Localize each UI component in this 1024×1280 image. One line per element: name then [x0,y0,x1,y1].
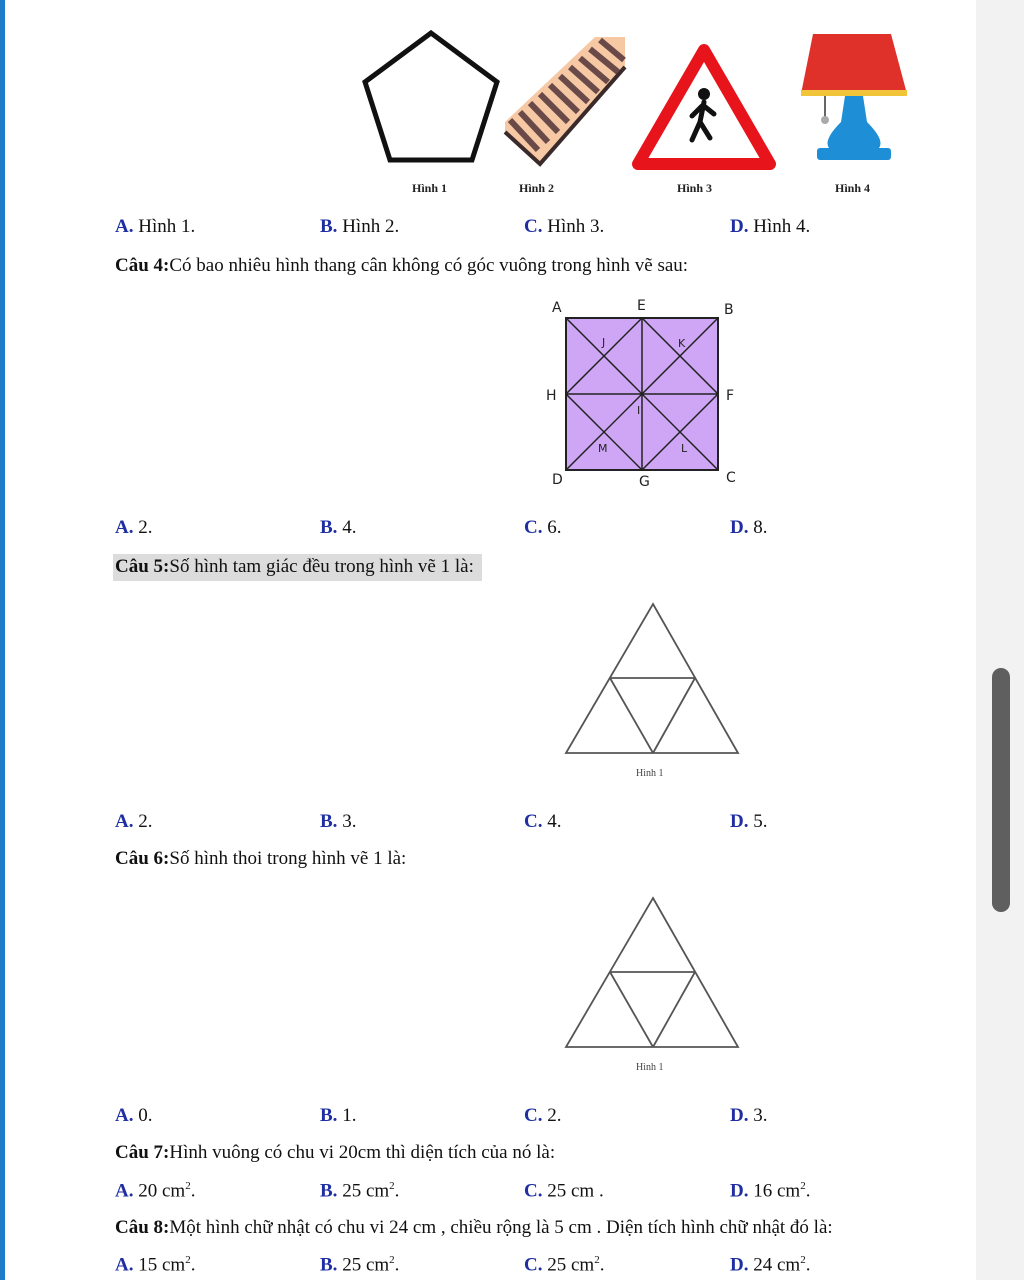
label-M: M [598,442,608,455]
label-L: L [681,442,688,455]
label-C: C [726,470,736,486]
q6-option-c[interactable]: C. 2. [524,1105,562,1126]
label-E: E [637,298,646,314]
q8-option-c[interactable]: C. 25 $cm^2$. [524,1254,605,1276]
q3-option-c[interactable]: C. Hình 3. [524,216,605,237]
left-accent-bar [0,0,5,1280]
label-H: H [546,388,557,404]
q5-option-b[interactable]: B. 3. [320,811,357,832]
q5-option-a[interactable]: A. 2. [115,811,153,832]
figure-caption-4: Hình 4 [835,181,871,195]
label-I: I [637,404,641,417]
q8-option-b[interactable]: B. 25 $cm^2$. [320,1254,400,1276]
label-K: K [678,337,686,350]
q5-option-d[interactable]: D. 5. [730,811,768,832]
square-trapezoid-figure [536,292,746,492]
lamp-figure [795,30,913,166]
q4-option-c[interactable]: C. 6. [524,517,562,538]
figure-caption-q5: Hình 1 [636,768,664,779]
q7-option-b[interactable]: B. 25 $cm^2$. [320,1180,400,1202]
q3-option-d[interactable]: D. Hình 4. [730,216,811,237]
question-4: Câu 4:Có bao nhiêu hình thang cân không có góc vuông trong hình vẽ sau: [115,255,689,276]
q7-option-d[interactable]: D. 16 $cm^2$. [730,1180,811,1202]
q4-option-b[interactable]: B. 4. [320,517,357,538]
q6-option-d[interactable]: D. 3. [730,1105,768,1126]
pentagon-figure [355,28,505,168]
figure-caption-1: Hình 1 [412,181,448,195]
label-J: J [602,336,606,349]
staircase-figure [500,32,630,168]
q4-option-a[interactable]: A. 2. [115,517,153,538]
label-B: B [724,302,734,318]
scrollbar-thumb[interactable] [992,668,1010,912]
question-8: Câu 8:Một hình chữ nhật có chu vi 24 cm , chiều rộng là 5 cm . Diện tích hình chữ nhật đó là: [115,1217,833,1238]
figure-caption-3: Hình 3 [677,181,713,195]
q6-option-a[interactable]: A. 0. [115,1105,153,1126]
label-A: A [552,300,562,316]
q3-option-b[interactable]: B. Hình 2. [320,216,400,237]
scroll-gutter [976,0,1024,1280]
q7-option-a[interactable]: A. 20 $cm^2$. [115,1180,196,1202]
question-5: Câu 5:Số hình tam giác đều trong hình vẽ 1 là: [113,554,482,581]
q5-option-c[interactable]: C. 4. [524,811,562,832]
question-6: Câu 6:Số hình thoi trong hình vẽ 1 là: [115,848,407,869]
label-D: D [552,472,563,488]
q8-option-d[interactable]: D. 24 $cm^2$. [730,1254,811,1276]
q3-option-a[interactable]: A. Hình 1. [115,216,196,237]
figure-caption-2: Hình 2 [519,181,555,195]
question-7: Câu 7:Hình vuông có chu vi 20cm thì diện tích của nó là: [115,1142,556,1163]
q6-option-b[interactable]: B. 1. [320,1105,357,1126]
label-G: G [639,474,650,490]
q8-option-a[interactable]: A. 15 $cm^2$. [115,1254,196,1276]
triangle-figure-q5 [560,598,746,784]
triangle-figure-q6 [560,892,746,1078]
q7-option-c[interactable]: C. 25 cm . [524,1180,604,1202]
figure-caption-q6: Hình 1 [636,1062,664,1073]
pedestrian-warning-sign [630,42,778,174]
q4-option-d[interactable]: D. 8. [730,517,768,538]
label-F: F [726,388,735,404]
